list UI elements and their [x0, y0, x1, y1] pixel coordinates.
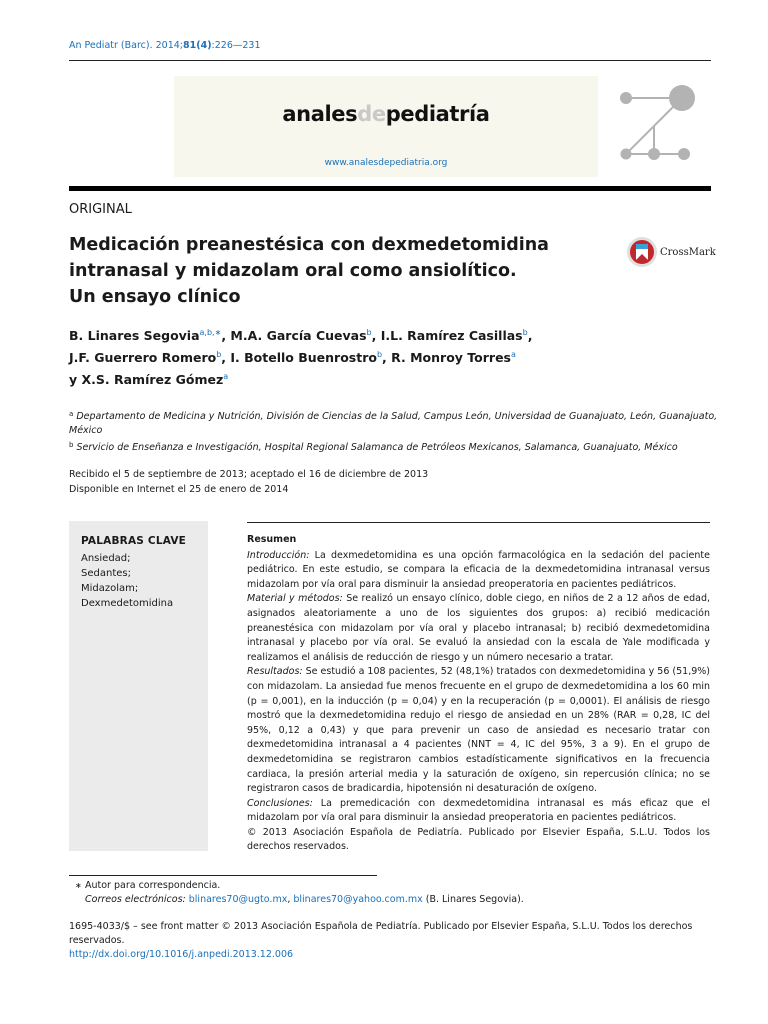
- keywords-list: [81, 551, 173, 611]
- corresponding-label: Autor para correspondencia.: [85, 880, 221, 891]
- abstract-section-introduction: [247, 549, 710, 593]
- abstract-section-label: Introducción:: [247, 549, 310, 561]
- journal-name-part3: pediatría: [385, 102, 490, 126]
- author-affiliation-mark[interactable]: a: [511, 350, 516, 359]
- journal-network-logo-icon: [606, 80, 706, 170]
- emails-label: Correos electrónicos:: [85, 894, 186, 905]
- author-separator: ,: [221, 328, 231, 343]
- corresponding-author-note: [75, 879, 715, 893]
- journal-name-part2: de: [357, 102, 386, 126]
- affiliation-mark: b: [69, 441, 74, 449]
- affiliations: [69, 407, 719, 455]
- author-separator: ,: [382, 350, 392, 365]
- abstract-heading: Resumen: [247, 534, 297, 545]
- author-name: I. Botello Buenrostro: [230, 350, 377, 365]
- email-link-1[interactable]: blinares70@ugto.mx: [188, 894, 288, 905]
- author-name: B. Linares Segovia: [69, 328, 200, 343]
- author-separator: ,: [371, 328, 381, 343]
- affiliation-a: [69, 407, 719, 438]
- online-date: Disponible en Internet el 25 de enero de 2014: [69, 484, 289, 495]
- journal-citation[interactable]: [69, 40, 261, 51]
- author-affiliation-mark[interactable]: b: [522, 328, 528, 337]
- author-separator: ,: [221, 350, 231, 365]
- author-affiliation-mark[interactable]: b: [376, 350, 383, 359]
- author-name: y X.S. Ramírez Gómez: [69, 372, 224, 387]
- article-type: ORIGINAL: [69, 202, 132, 217]
- affiliation-b: [69, 438, 719, 455]
- abstract-section-label: Material y métodos:: [247, 593, 343, 605]
- email-separator: ,: [287, 894, 294, 905]
- author-affiliation-mark[interactable]: b: [216, 350, 222, 359]
- keywords-heading: PALABRAS CLAVE: [81, 535, 187, 547]
- abstract-section-text: La premedicación con dexmedetomidina intranasal es más eficaz que el midazolam por vía oral para disminuir la ansiedad preoperatoria en pacientes pediátricos.: [247, 797, 710, 824]
- email-link-2[interactable]: blinares70@yahoo.com.mx: [293, 894, 423, 905]
- keyword-item: Dexmedetomidina: [81, 598, 174, 609]
- affiliation-text: Servicio de Enseñanza e Investigación, Hospital Regional Salamanca de Petróleos Mexicanos, Salamanca, Guanajuato, México: [76, 442, 678, 453]
- top-divider: [69, 60, 711, 61]
- abstract-section-conclusions: [247, 797, 710, 826]
- author-affiliation-mark[interactable]: b: [366, 328, 372, 337]
- journal-name-part1: anales: [282, 102, 358, 126]
- keywords-box: [69, 521, 208, 851]
- abstract-section-label: Conclusiones:: [247, 797, 313, 809]
- article-dates: [69, 467, 428, 497]
- journal-banner: [174, 76, 598, 177]
- author-name: I.L. Ramírez Casillas: [380, 328, 523, 343]
- citation-volume: 81(4): [183, 40, 212, 51]
- footnote-divider: [69, 875, 377, 876]
- affiliation-mark: a: [69, 410, 74, 418]
- author-list: [69, 323, 629, 389]
- journal-url-link[interactable]: www.analesdepediatria.org: [324, 158, 448, 168]
- header-thick-divider: [69, 186, 711, 191]
- article-title: Medicación preanestésica con dexmedetomidina intranasal y midazolam oral como ansiolítico. Un ensayo clínico: [69, 235, 549, 307]
- abstract-divider: [247, 522, 710, 523]
- footnote-star: ∗: [75, 881, 82, 890]
- keyword-item: Ansiedad;: [81, 553, 131, 564]
- footnotes: [75, 879, 715, 907]
- abstract: [247, 533, 710, 855]
- journal-logo-text: [174, 102, 598, 126]
- keyword-item: Sedantes;: [81, 568, 131, 579]
- crossmark-icon[interactable]: [626, 236, 658, 268]
- citation-journal: An Pediatr (Barc). 2014;: [69, 40, 184, 51]
- author-affiliation-mark[interactable]: a,b,∗: [199, 328, 222, 337]
- front-matter: [69, 920, 729, 962]
- author-name: M.A. García Cuevas: [230, 328, 367, 343]
- received-date: Recibido el 5 de septiembre de 2013; aceptado el 16 de diciembre de 2013: [69, 469, 429, 480]
- doi-link[interactable]: http://dx.doi.org/10.1016/j.anpedi.2013.12.006: [69, 949, 294, 960]
- email-note: [75, 893, 715, 907]
- abstract-section-text: Se realizó un ensayo clínico, doble ciego, en niños de 2 a 12 años de edad, asignados aleatoriamente a uno de los siguientes dos grupos: a) recibió medicación preanestésica con midazolam por vía oral y placebo intranasal; b) recibió dexmedetomidina intranasal y placebo por vía oral. Se evaluó la ansiedad con la escala de Yale modificada y realizamos el análisis de reducción de riesgo y un número necesario a tratar.: [247, 593, 710, 663]
- citation-pages: :226—231: [211, 40, 261, 51]
- keyword-item: Midazolam;: [81, 583, 139, 594]
- abstract-section-text: La dexmedetomidina es una opción farmacológica en la sedación del paciente pediátrico. En este estudio, se compara la eficacia de la dexmedetomidina intranasal versus midazolam por vía oral para disminuir la ansiedad preoperatoria en pacientes pediátricos.: [247, 549, 710, 590]
- author-name: R. Monroy Torres: [391, 350, 511, 365]
- abstract-section-methods: [247, 592, 710, 665]
- abstract-section-text: Se estudió a 108 pacientes, 52 (48,1%) tratados con dexmedetomidina y 56 (51,9%) con midazolam. La ansiedad fue menos frecuente en el grupo de dexmedetomidina a los 60 min (p = 0,001), en la inducción (p = 0,04) y en la recuperación (p = 0,0001). El análisis de riesgo mostró que la dexmedetomidina redujo el riesgo de ansiedad en un 28% (RAR = 0,28, IC del 95%, 0,12 a 0,43) y que para prevenir un caso de ansiedad es necesario tratar con dexmedetomidina intranasal a 4 pacientes (NNT = 4, IC del 95%, 3 a 9). En el grupo de dexmedetomidina se registraron cambios estadísticamente significativos en la frecuencia cardiaca, la presión arterial media y la saturación de oxígeno, sin repercusión clínica; no se registraron casos de bradicardia, hipotensión ni desaturación de oxígeno.: [247, 666, 710, 795]
- author-name: J.F. Guerrero Romero: [69, 350, 217, 365]
- author-affiliation-mark[interactable]: a: [223, 372, 229, 381]
- author-separator: ,: [527, 328, 533, 343]
- email-owner: (B. Linares Segovia).: [422, 894, 524, 905]
- abstract-copyright: © 2013 Asociación Española de Pediatría. Publicado por Elsevier España, S.L.U. Todos los derechos reservados.: [247, 826, 710, 853]
- abstract-section-results: [247, 665, 710, 796]
- issn-line: 1695-4033/$ – see front matter © 2013 Asociación Española de Pediatría. Publicado por Elsevier España, S.L.U. Todos los derechos reservados.: [69, 921, 693, 946]
- abstract-section-label: Resultados:: [247, 666, 303, 678]
- affiliation-text: Departamento de Medicina y Nutrición, División de Ciencias de la Salud, Campus León, Universidad de Guanajuato, León, Guanajuato, México: [69, 411, 718, 436]
- crossmark-label[interactable]: CrossMark: [660, 247, 716, 258]
